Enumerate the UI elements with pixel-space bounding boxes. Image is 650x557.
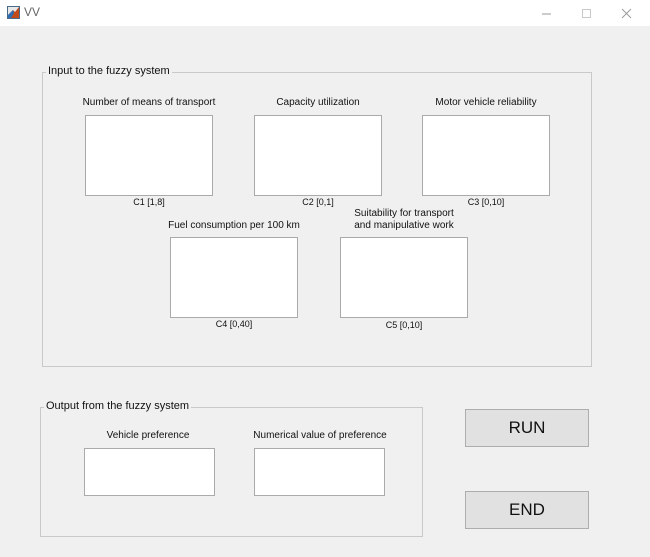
c5-range-label: C5 [0,10] (385, 320, 423, 330)
c1-range-label: C1 [1,8] (133, 197, 165, 207)
c4-input[interactable] (170, 237, 298, 318)
vehicle-preference-output[interactable] (84, 448, 215, 496)
c2-input[interactable] (254, 115, 382, 196)
end-button[interactable]: END (465, 491, 589, 529)
maximize-icon[interactable] (566, 0, 606, 26)
c1-label: Number of means of transport (82, 97, 216, 108)
c4-label: Fuel consumption per 100 km (168, 220, 300, 231)
c5-label-line1: Suitability for transport (354, 208, 454, 219)
matlab-app-icon (7, 6, 20, 19)
vehicle-preference-label: Vehicle preference (106, 430, 190, 441)
c4-range-label: C4 [0,40] (215, 319, 253, 329)
input-panel-title: Input to the fuzzy system (48, 65, 170, 77)
c5-label-line2: and manipulative work (354, 220, 454, 231)
c3-label: Motor vehicle reliability (435, 97, 537, 108)
c5-label (326, 208, 482, 232)
minimize-icon[interactable] (526, 0, 566, 26)
c3-input[interactable] (422, 115, 550, 196)
c5-input[interactable] (340, 237, 468, 318)
numerical-preference-output[interactable] (254, 448, 385, 496)
title-bar (0, 0, 650, 26)
run-button[interactable]: RUN (465, 409, 589, 447)
c3-range-label: C3 [0,10] (467, 197, 505, 207)
c1-input[interactable] (85, 115, 213, 196)
c2-range-label: C2 [0,1] (302, 197, 334, 207)
window-title: VV (24, 5, 41, 19)
c2-label: Capacity utilization (276, 97, 360, 108)
close-icon[interactable] (606, 0, 646, 26)
output-panel-title: Output from the fuzzy system (46, 400, 190, 412)
numerical-preference-label: Numerical value of preference (253, 430, 387, 441)
